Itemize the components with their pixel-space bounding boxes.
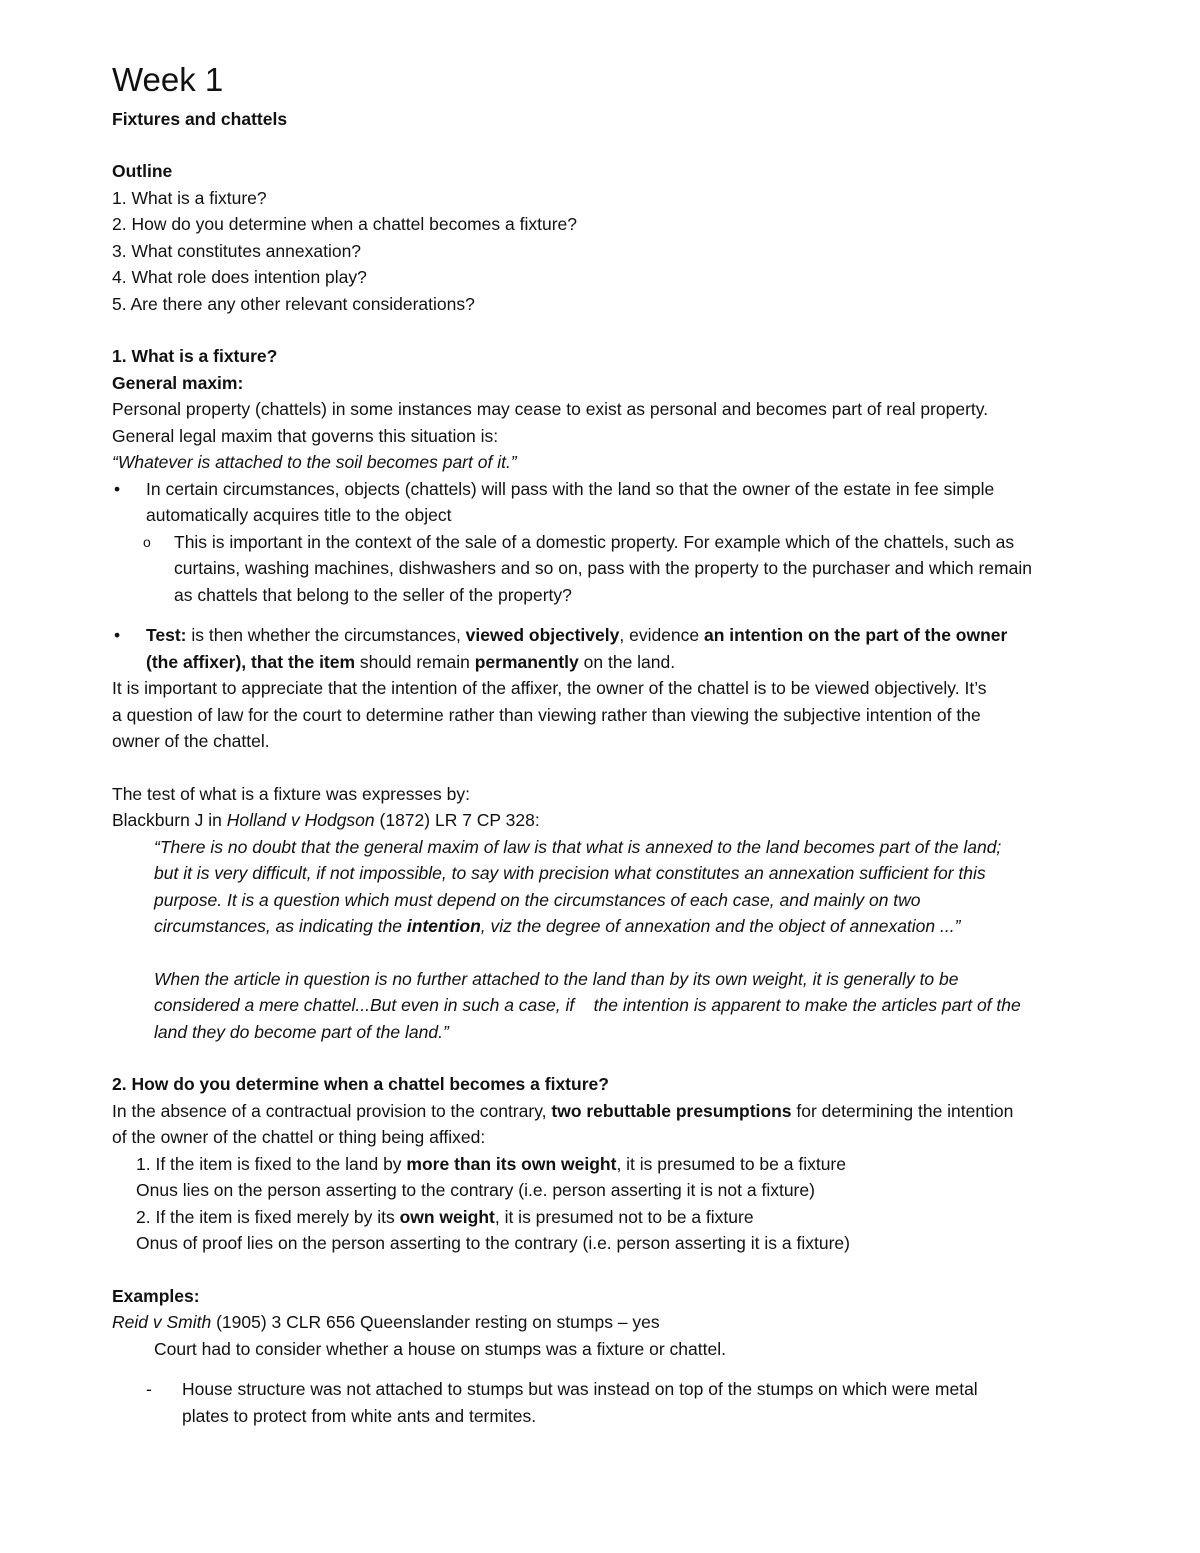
para-text: for determining the intention <box>791 1100 1014 1121</box>
maxim-quote: “Whatever is attached to the soil becomes part of it.” <box>112 452 517 472</box>
dash-marker: - <box>146 1379 152 1399</box>
quote-line <box>154 913 1152 940</box>
test-emphasis: (the affixer), that the item <box>146 651 356 672</box>
document-page <box>112 58 1152 1429</box>
test-text: is then whether the circumstances, <box>186 625 466 645</box>
paragraph: owner of the chattel. <box>112 731 270 751</box>
section1-heading: 1. What is a fixture? <box>112 346 278 366</box>
case-name: Holland v Hodgson <box>226 810 375 830</box>
test-text: should remain <box>355 651 475 672</box>
onus-line: Onus of proof lies on the person asserting to the contrary (i.e. person asserting it is a fixture) <box>136 1233 850 1253</box>
presumption-text: 1. If the item is fixed to the land by <box>136 1153 407 1174</box>
test-text: , evidence <box>619 625 704 645</box>
paragraph: It is important to appreciate that the intention of the affixer, the owner of the chattel is to be viewed objectively. It’s <box>112 678 987 698</box>
dash-item <box>112 1376 1152 1429</box>
spacer <box>112 755 1152 781</box>
sub-bullet-text: as chattels that belong to the seller of the property? <box>174 584 572 605</box>
paragraph: The test of what is a fixture was expresses by: <box>112 783 470 804</box>
quote-line: “There is no doubt that the general maxim of law is that what is annexed to the land becomes part of the land; <box>154 836 1002 857</box>
page-title: Week 1 <box>112 61 224 98</box>
presumption-item <box>136 1151 1152 1178</box>
case-citation <box>112 807 1152 834</box>
presumption-emphasis: own weight <box>399 1206 495 1227</box>
quote-emphasis: intention <box>406 916 481 936</box>
spacer <box>112 608 1152 622</box>
outline-heading: Outline <box>112 161 173 181</box>
bullet-text: automatically acquires title to the object <box>146 505 452 525</box>
para-emphasis: two rebuttable presumptions <box>551 1100 792 1121</box>
general-maxim-heading: General maxim: <box>112 372 244 393</box>
dash-text: House structure was not attached to stumps but was instead on top of the stumps on which were metal <box>182 1379 978 1399</box>
test-emphasis: an intention on the part of the owner <box>704 625 1008 645</box>
bullet-item <box>112 476 1152 529</box>
sub-bullet-marker: o <box>143 533 151 550</box>
example-court-line: Court had to consider whether a house on stumps was a fixture or chattel. <box>154 1338 726 1359</box>
paragraph <box>112 1098 1152 1125</box>
onus-line: Onus lies on the person asserting to the contrary (i.e. person asserting it is not a fixture) <box>136 1180 815 1200</box>
quote-line: land they do become part of the land.” <box>154 1021 449 1042</box>
presumption-text: 2. If the item is fixed merely by its <box>136 1206 400 1227</box>
case-prefix: Blackburn J in <box>112 810 227 830</box>
quote-line: purpose. It is a question which must depend on the circumstances of each case, and mainly on two <box>154 889 921 910</box>
presumptions-list <box>112 1151 1152 1257</box>
bullet-marker: • <box>114 478 121 499</box>
paragraph: General legal maxim that governs this situation is: <box>112 425 499 446</box>
spacer <box>112 1045 1152 1071</box>
outline-item: 3. What constitutes annexation? <box>112 240 362 261</box>
bullet-marker: • <box>114 625 121 645</box>
presumption-item <box>136 1204 1152 1231</box>
page-subtitle: Fixtures and chattels <box>112 109 288 129</box>
presumption-text: , it is presumed to be a fixture <box>616 1153 846 1174</box>
para-text: In the absence of a contractual provision to the contrary, <box>112 1100 552 1121</box>
test-line <box>146 649 1152 676</box>
outline-item: 2. How do you determine when a chattel becomes a fixture? <box>112 214 577 234</box>
spacer <box>154 940 1152 966</box>
quote-line: When the article in question is no further attached to the land than by its own weight, it is generally to be <box>154 968 959 989</box>
quote-text: circumstances, as indicating the <box>154 916 407 936</box>
case-cite: (1872) LR 7 CP 328: <box>374 810 540 830</box>
sub-bullet-text: curtains, washing machines, dishwashers and so on, pass with the property to the purchaser and which remain <box>174 558 1032 578</box>
outline-item: 4. What role does intention play? <box>112 267 367 287</box>
quote-line: but it is very difficult, if not impossible, to say with precision what constitutes an annexation sufficient for this <box>154 863 986 883</box>
example-case-name: Reid v Smith <box>112 1312 212 1332</box>
block-quote <box>112 834 1152 1046</box>
test-label: Test: <box>146 625 187 645</box>
examples-heading: Examples: <box>112 1285 200 1306</box>
paragraph: Personal property (chattels) in some instances may cease to exist as personal and becomes part of real property. <box>112 399 989 419</box>
paragraph: a question of law for the court to determine rather than viewing rather than viewing the subjective intention of the <box>112 704 981 725</box>
example-case-rest: (1905) 3 CLR 656 Queenslander resting on stumps – yes <box>211 1312 660 1332</box>
presumption-emphasis: more than its own weight <box>406 1153 617 1174</box>
test-line <box>146 622 1152 649</box>
quote-line: considered a mere chattel...But even in such a case, if the intention is apparent to make the articles part of the <box>154 995 1021 1015</box>
outline-item: 5. Are there any other relevant considerations? <box>112 293 475 314</box>
test-emphasis: permanently <box>474 651 579 672</box>
example-case <box>112 1309 1152 1336</box>
presumption-text: , it is presumed not to be a fixture <box>494 1206 754 1227</box>
paragraph: of the owner of the chattel or thing being affixed: <box>112 1127 486 1147</box>
outline-item: 1. What is a fixture? <box>112 187 267 208</box>
sub-bullet-text: This is important in the context of the sale of a domestic property. For example which of the chattels, such as <box>174 531 1015 552</box>
sub-bullet-item <box>112 529 1152 609</box>
spacer <box>112 132 1152 158</box>
dash-text: plates to protect from white ants and termites. <box>182 1405 537 1426</box>
bullet-text: In certain circumstances, objects (chattels) will pass with the land so that the owner of the estate in fee simple <box>146 478 995 499</box>
test-bullet-item <box>112 622 1152 675</box>
test-emphasis: viewed objectively <box>465 625 620 645</box>
quote-text: , viz the degree of annexation and the object of annexation ...” <box>480 916 961 936</box>
spacer <box>112 1257 1152 1283</box>
section2-heading: 2. How do you determine when a chattel becomes a fixture? <box>112 1074 609 1094</box>
test-text: on the land. <box>578 651 676 672</box>
spacer <box>112 1362 1152 1376</box>
spacer <box>112 317 1152 343</box>
